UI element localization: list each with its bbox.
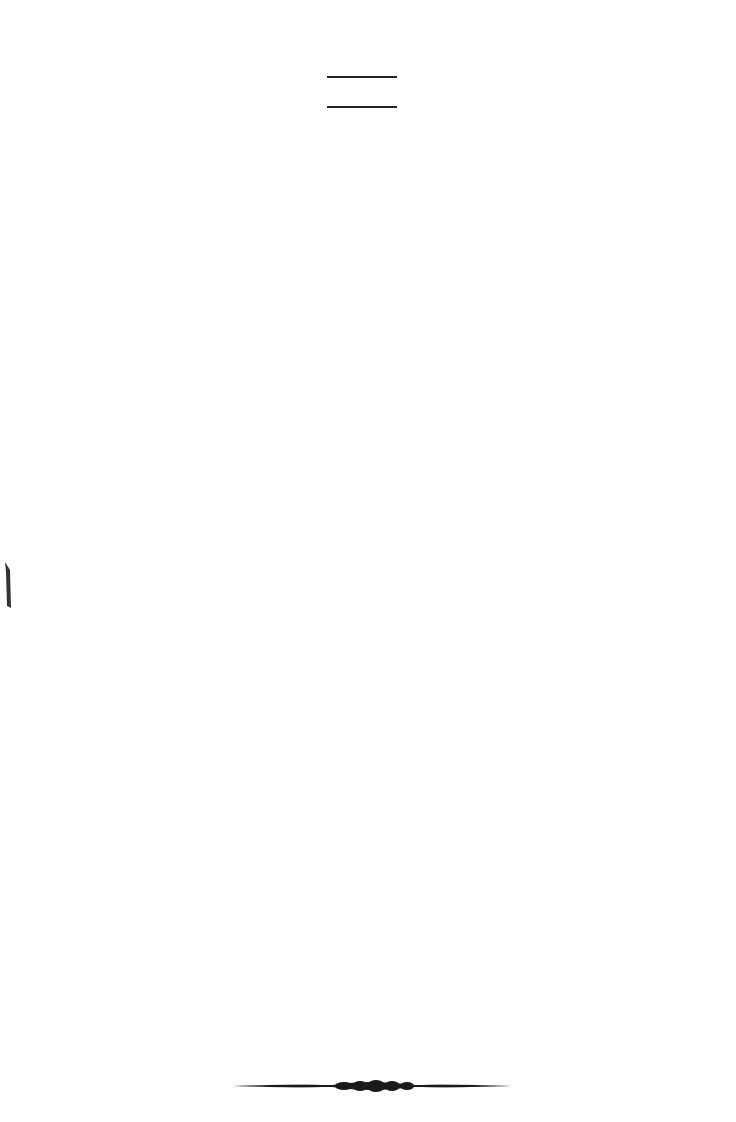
- section-divider: [327, 76, 397, 78]
- end-ornament: [232, 1078, 512, 1094]
- page-content: [32, 68, 692, 142]
- section-divider: [327, 106, 397, 108]
- section-title-notabilidades: [32, 110, 692, 128]
- margin-binding-mark: [4, 562, 12, 608]
- section-title-provincia: [32, 82, 692, 100]
- page-header: [30, 44, 690, 66]
- entry-notabilidades-p48: [32, 128, 692, 142]
